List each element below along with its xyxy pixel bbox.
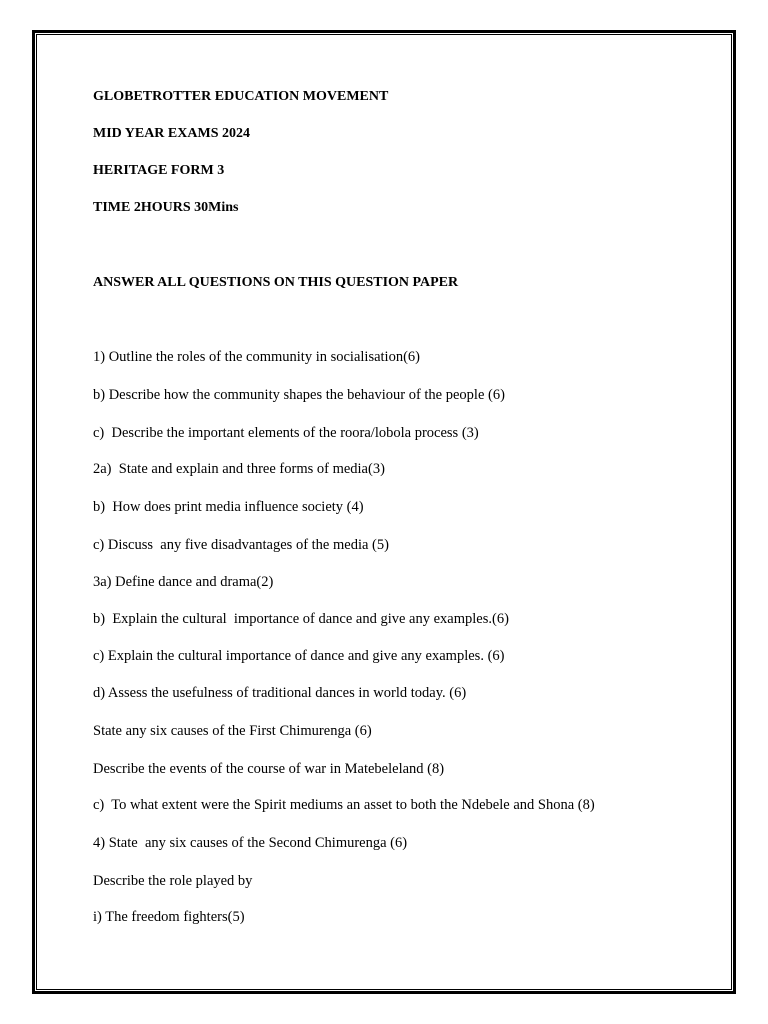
question-3d: d) Assess the usefulness of traditional dances in world today. (6) [93, 685, 467, 701]
question-first-chimurenga-causes: State any six causes of the First Chimurenga (6) [93, 723, 372, 739]
question-2a: 2a) State and explain and three forms of media(3) [93, 461, 385, 477]
question-2c: c) Discuss any five disadvantages of the media (5) [93, 537, 389, 553]
organisation-heading: GLOBETROTTER EDUCATION MOVEMENT [93, 89, 389, 104]
question-3b: b) Explain the cultural importance of dance and give any examples.(6) [93, 611, 509, 627]
question-1: 1) Outline the roles of the community in socialisation(6) [93, 349, 420, 365]
question-2b: b) How does print media influence society (4) [93, 499, 364, 515]
question-3a: 3a) Define dance and drama(2) [93, 574, 274, 590]
question-1c: c) Describe the important elements of the roora/lobola process (3) [93, 425, 479, 441]
exam-heading: MID YEAR EXAMS 2024 [93, 126, 250, 141]
time-heading: TIME 2HOURS 30Mins [93, 200, 239, 215]
subject-heading: HERITAGE FORM 3 [93, 163, 225, 178]
instruction-heading: ANSWER ALL QUESTIONS ON THIS QUESTION PAPER [93, 275, 459, 290]
question-4: 4) State any six causes of the Second Chimurenga (6) [93, 835, 408, 851]
question-role-played: Describe the role played by [93, 873, 253, 889]
question-3c: c) Explain the cultural importance of dance and give any examples. (6) [93, 648, 505, 664]
question-freedom-fighters: i) The freedom fighters(5) [93, 909, 245, 925]
question-1b: b) Describe how the community shapes the behaviour of the people (6) [93, 387, 505, 403]
question-matebeleland-war: Describe the events of the course of war in Matebeleland (8) [93, 761, 445, 777]
question-spirit-mediums: c) To what extent were the Spirit mediums an asset to both the Ndebele and Shona (8) [93, 797, 595, 813]
